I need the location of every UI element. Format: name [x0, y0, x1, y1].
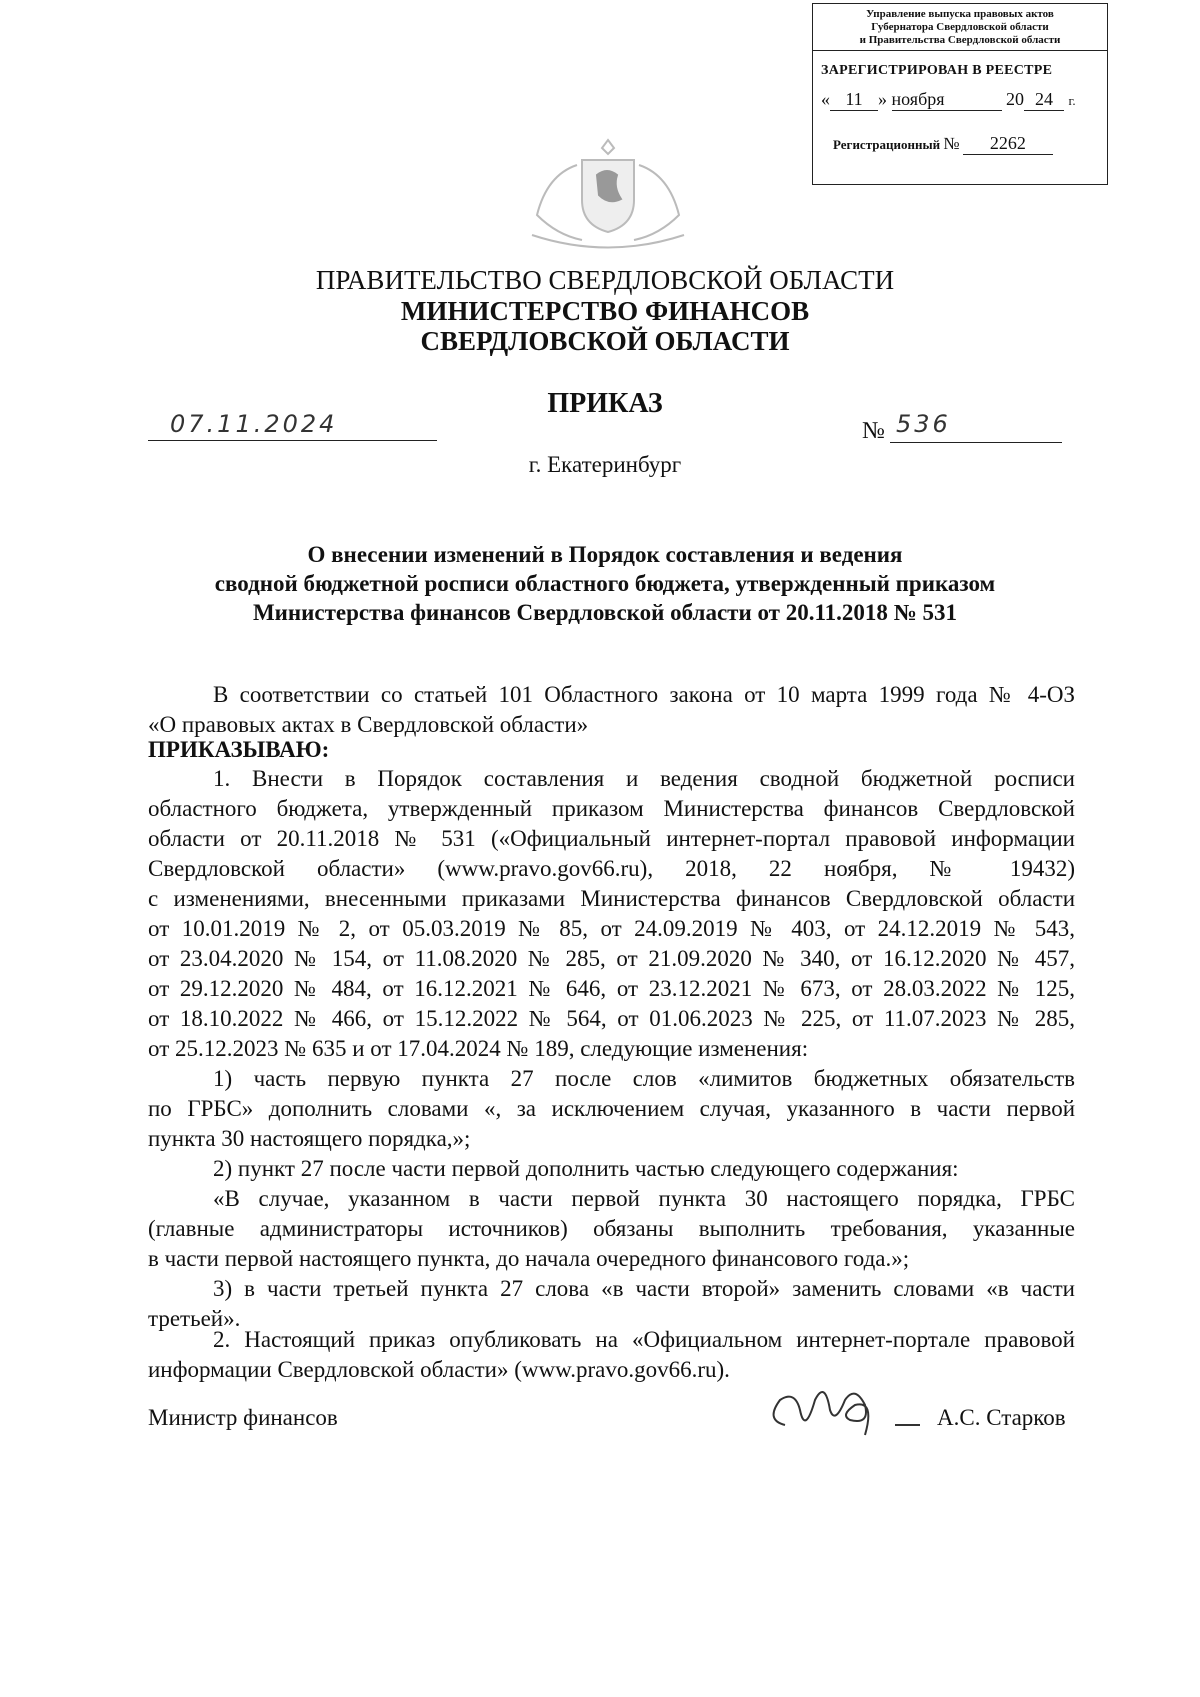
body-line: 2) пункт 27 после части первой дополнить частью следующего содержания: — [213, 1156, 959, 1181]
handwritten-signature — [755, 1385, 925, 1445]
body-line: 1) часть первую пункта 27 после слов «лимитов бюджетных обязательств — [213, 1066, 1075, 1091]
body-line: Свердловской области» (www.pravo.gov66.ru), 2018, 22 ноября, № 19432) — [148, 856, 1075, 881]
ministry-name-line1: МИНИСТЕРСТВО ФИНАНСОВ — [400, 296, 810, 326]
stamp-org-line: и Правительства Свердловской области — [859, 34, 1061, 46]
order-date-field — [148, 412, 437, 441]
stamp-year-prefix: 20 — [1006, 89, 1024, 109]
order-number-field — [890, 412, 1062, 443]
title-line: О внесении изменений в Порядок составления и ведения — [307, 542, 903, 567]
body-line: от 29.12.2020 № 484, от 16.12.2021 № 646, от 23.12.2021 № 673, от 28.03.2022 № 125, — [148, 976, 1075, 1001]
stamp-reg-number-row — [833, 133, 1107, 155]
body-line: от 23.04.2020 № 154, от 11.08.2020 № 285, от 21.09.2020 № 340, от 16.12.2020 № 457, — [148, 946, 1075, 971]
coat-of-arms-emblem — [522, 135, 694, 250]
government-name: ПРАВИТЕЛЬСТВО СВЕРДЛОВСКОЙ ОБЛАСТИ — [315, 265, 895, 295]
ministry-name-line2: СВЕРДЛОВСКОЙ ОБЛАСТИ — [420, 326, 790, 356]
body-line: в части первой настоящего пункта, до начала очередного финансового года.»; — [148, 1246, 910, 1271]
body-line: третьей». — [148, 1306, 241, 1331]
stamp-year-suffix: 24 — [1024, 89, 1064, 111]
stamp-registered-label: ЗАРЕГИСТРИРОВАН В РЕЕСТРЕ — [821, 63, 1053, 78]
stamp-num-sign: № — [943, 134, 960, 153]
signatory-name: А.С. Старков — [937, 1405, 1066, 1430]
registration-stamp — [812, 3, 1108, 185]
stamp-reg-number: 2262 — [963, 133, 1053, 155]
body-line: 3) в части третьей пункта 27 слова «в части второй» заменить словами «в части — [213, 1276, 1075, 1301]
order-directive: ПРИКАЗЫВАЮ: — [148, 737, 330, 762]
body-line: В соответствии со статьей 101 Областного закона от 10 марта 1999 года № 4-ОЗ — [213, 682, 1075, 707]
stamp-reg-label: Регистрационный — [833, 137, 941, 152]
stamp-org-line: Управление выпуска правовых актов — [866, 8, 1054, 20]
order-number-sign: № — [862, 418, 885, 444]
body-line: «В случае, указанном в части первой пункта 30 настоящего порядка, ГРБС — [213, 1186, 1075, 1211]
body-line: информации Свердловской области» (www.pravo.gov66.ru). — [148, 1357, 730, 1382]
body-line: областного бюджета, утвержденный приказом Министерства финансов Свердловской — [148, 796, 1075, 821]
body-line: 1. Внести в Порядок составления и ведения сводной бюджетной росписи — [213, 766, 1075, 791]
body-line: (главные администраторы источников) обязаны выполнить требования, указанные — [148, 1216, 1075, 1241]
order-date-handwritten: 07.11.2024 — [170, 410, 338, 438]
body-line: по ГРБС» дополнить словами «, за исключением случая, указанного в части первой — [148, 1096, 1075, 1121]
title-line: сводной бюджетной росписи областного бюджета, утвержденный приказом — [214, 571, 996, 596]
body-line: от 10.01.2019 № 2, от 05.03.2019 № 85, от 24.09.2019 № 403, от 24.12.2019 № 543, — [148, 916, 1075, 941]
stamp-date: « 11 » ноября 20 24 г. — [821, 89, 1076, 109]
order-title — [0, 540, 1200, 627]
body-line: 2. Настоящий приказ опубликовать на «Официальном интернет-портале правовой — [213, 1327, 1075, 1352]
stamp-org-line: Губернатора Свердловской области — [871, 21, 1049, 33]
signatory-position: Министр финансов — [148, 1405, 338, 1430]
body-line: от 18.10.2022 № 466, от 15.12.2022 № 564, от 01.06.2023 № 225, от 11.07.2023 № 285, — [148, 1006, 1075, 1031]
stamp-organization — [813, 4, 1107, 51]
document-type: ПРИКАЗ — [547, 388, 663, 419]
city: г. Екатеринбург — [528, 452, 682, 477]
stamp-day: 11 — [830, 89, 878, 111]
title-line: Министерства финансов Свердловской области от 20.11.2018 № 531 — [252, 600, 958, 625]
stamp-year-unit: г. — [1068, 93, 1076, 108]
stamp-month: ноября — [892, 89, 1002, 111]
order-number-handwritten: 536 — [896, 410, 951, 438]
body-line: «О правовых актах в Свердловской области» — [148, 712, 589, 737]
body-line: пункта 30 настоящего порядка,»; — [148, 1126, 471, 1151]
body-line: от 25.12.2023 № 635 и от 17.04.2024 № 189, следующие изменения: — [148, 1036, 809, 1061]
body-line: с изменениями, внесенными приказами Министерства финансов Свердловской области — [148, 886, 1075, 911]
body-line: области от 20.11.2018 № 531 («Официальный интернет-портал правовой информации — [148, 826, 1075, 851]
